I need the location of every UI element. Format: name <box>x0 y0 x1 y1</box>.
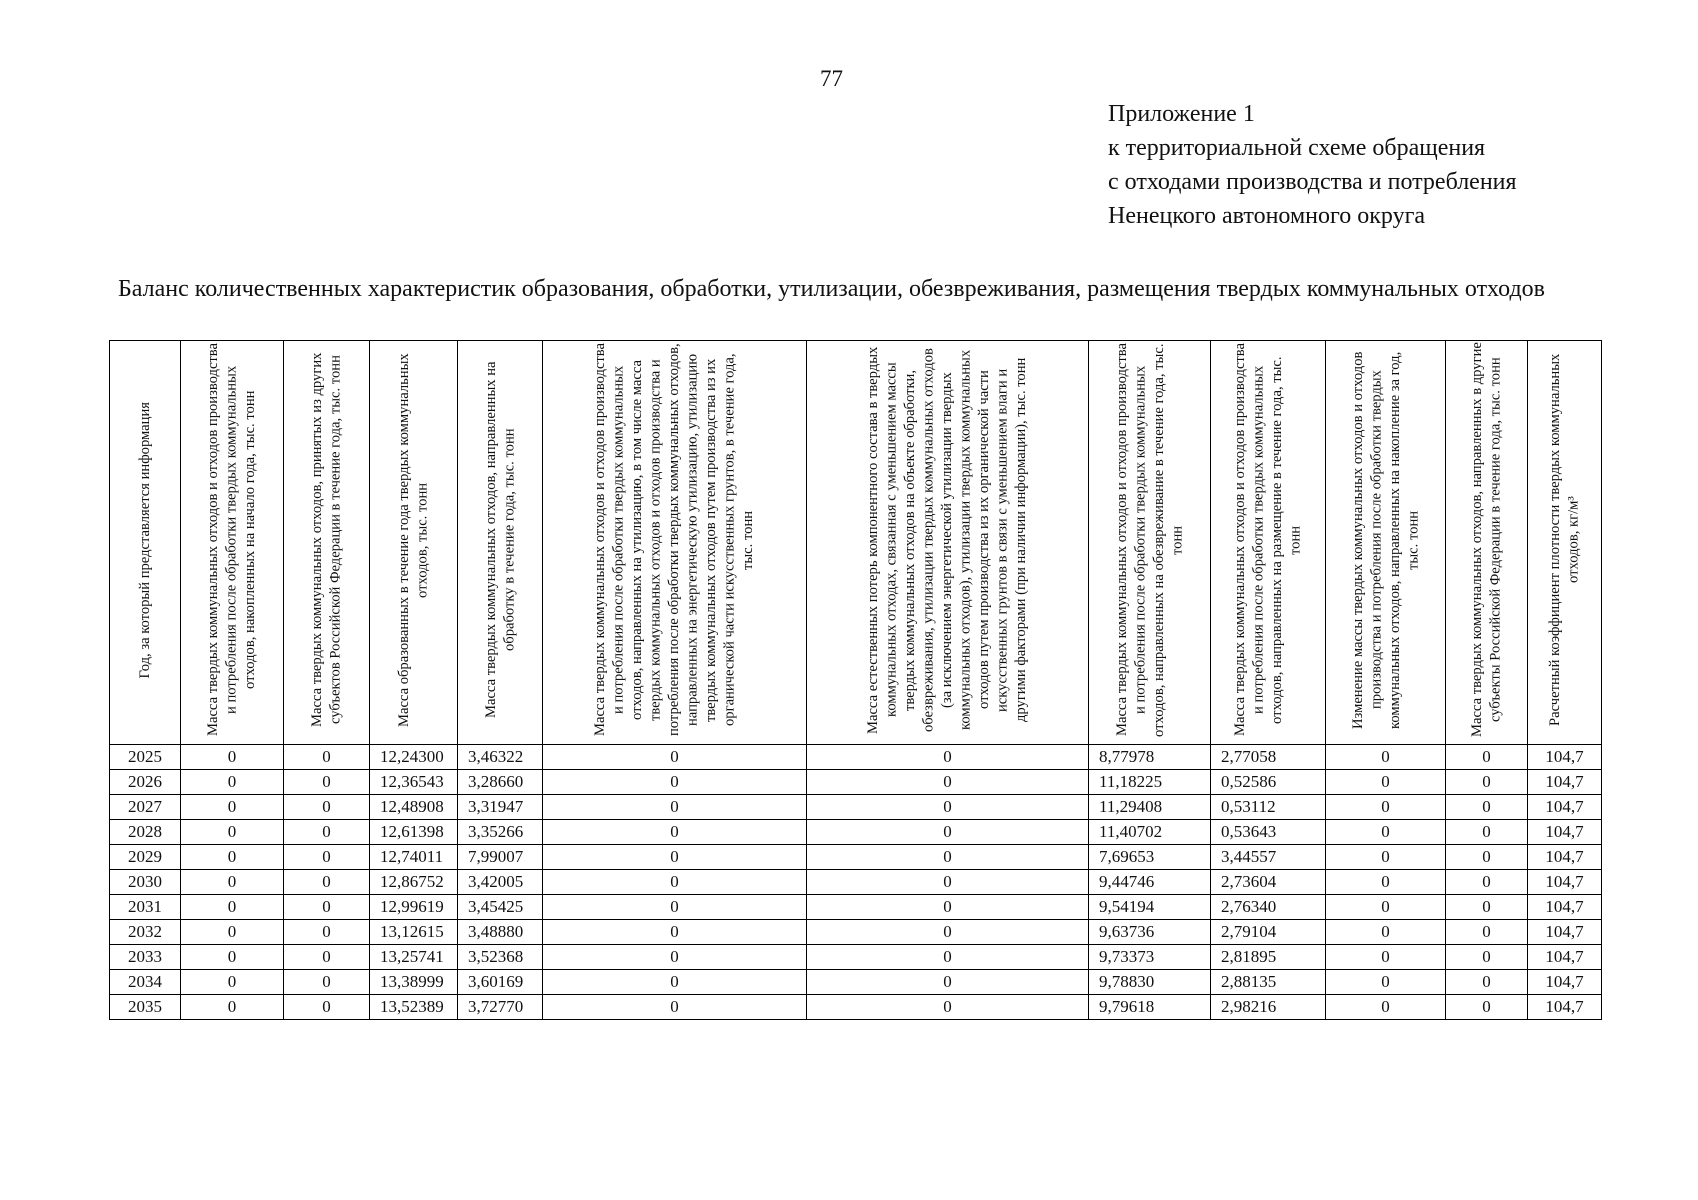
table-cell: 12,74011 <box>370 845 458 870</box>
table-cell: 0 <box>807 870 1089 895</box>
table-cell: 2,79104 <box>1211 920 1326 945</box>
table-cell: 0 <box>543 995 807 1020</box>
table-cell: 0,53643 <box>1211 820 1326 845</box>
appendix-line: Ненецкого автономного округа <box>1108 203 1426 229</box>
table-cell: 12,48908 <box>370 795 458 820</box>
table-cell: 2,77058 <box>1211 745 1326 770</box>
table-row <box>110 770 1602 795</box>
balance-table <box>109 340 1602 1020</box>
table-cell: 2,98216 <box>1211 995 1326 1020</box>
table-cell: 9,54194 <box>1089 895 1211 920</box>
table-cell: 0 <box>284 870 370 895</box>
table-cell: 0 <box>181 770 284 795</box>
table-cell: 11,18225 <box>1089 770 1211 795</box>
table-cell: 0 <box>1326 920 1446 945</box>
table-cell: 0 <box>1326 895 1446 920</box>
table-cell: 0 <box>1446 895 1528 920</box>
table-cell: 0 <box>807 820 1089 845</box>
table-cell: 3,52368 <box>458 945 543 970</box>
table-row <box>110 895 1602 920</box>
column-header: Масса твердых коммунальных отходов и отходов производства и потребления после обработки твердых коммунальных отходов, направленных на обезвреживание в течение года, тыс. тонн <box>1089 341 1211 745</box>
table-cell: 0 <box>1446 770 1528 795</box>
table-cell: 0 <box>1326 770 1446 795</box>
table-cell: 0 <box>181 895 284 920</box>
column-header: Масса образованных в течение года твердых коммунальных отходов, тыс. тонн <box>370 341 458 745</box>
table-cell: 0 <box>1326 970 1446 995</box>
table-cell: 2035 <box>110 995 181 1020</box>
table-cell: 0 <box>543 945 807 970</box>
table-cell: 9,44746 <box>1089 870 1211 895</box>
table-cell: 0 <box>1446 995 1528 1020</box>
table-cell: 12,86752 <box>370 870 458 895</box>
table-cell: 0 <box>284 895 370 920</box>
table-cell: 0 <box>543 820 807 845</box>
table-cell: 12,99619 <box>370 895 458 920</box>
table-cell: 2032 <box>110 920 181 945</box>
table-cell: 2,88135 <box>1211 970 1326 995</box>
table-cell: 3,31947 <box>458 795 543 820</box>
column-header: Расчетный коэффициент плотности твердых коммунальных отходов, кг/м³ <box>1528 341 1602 745</box>
table-cell: 3,60169 <box>458 970 543 995</box>
table-cell: 2034 <box>110 970 181 995</box>
table-cell: 0 <box>1326 995 1446 1020</box>
column-header: Масса твердых коммунальных отходов и отходов производства и потребления после обработки твердых коммунальных отходов, направленных на размещение в течение года, тыс. тонн <box>1211 341 1326 745</box>
table-cell: 3,28660 <box>458 770 543 795</box>
table-cell: 9,73373 <box>1089 945 1211 970</box>
table-cell: 0 <box>1326 745 1446 770</box>
appendix-note <box>1108 97 1517 233</box>
table-cell: 0 <box>543 870 807 895</box>
table-cell: 0 <box>807 970 1089 995</box>
table-cell: 104,7 <box>1528 995 1602 1020</box>
table-cell: 0 <box>543 895 807 920</box>
table-cell: 0 <box>284 795 370 820</box>
table-cell: 3,44557 <box>1211 845 1326 870</box>
table-cell: 11,29408 <box>1089 795 1211 820</box>
header-row <box>110 341 1602 745</box>
table-cell: 2028 <box>110 820 181 845</box>
table-cell: 0 <box>1446 845 1528 870</box>
table-cell: 13,38999 <box>370 970 458 995</box>
table-cell: 0 <box>1446 795 1528 820</box>
table-cell: 2029 <box>110 845 181 870</box>
table-cell: 0 <box>181 945 284 970</box>
table-cell: 0 <box>543 745 807 770</box>
table-cell: 3,45425 <box>458 895 543 920</box>
table-cell: 7,69653 <box>1089 845 1211 870</box>
table-cell: 0 <box>284 970 370 995</box>
table-cell: 0 <box>1446 870 1528 895</box>
table-cell: 2025 <box>110 745 181 770</box>
table-cell: 0 <box>807 995 1089 1020</box>
table-cell: 0 <box>1326 795 1446 820</box>
column-header: Масса твердых коммунальных отходов и отходов производства и потребления после обработки твердых коммунальных отходов, направленных на утилизацию, в том числе масса твердых коммунальных отходов и отходов производства и потребления после обработки твердых коммунальных отходов, направленных на энергетическую утилизацию, утилизацию твердых коммунальных отходов путем производства из их органической части искусственных грунтов, в течение года, тыс. тонн <box>543 341 807 745</box>
table-row <box>110 745 1602 770</box>
table-cell: 8,77978 <box>1089 745 1211 770</box>
table-cell: 0 <box>1446 970 1528 995</box>
table-cell: 0 <box>181 820 284 845</box>
table-cell: 0 <box>284 845 370 870</box>
table-cell: 104,7 <box>1528 820 1602 845</box>
table-cell: 0 <box>543 920 807 945</box>
table-cell: 9,78830 <box>1089 970 1211 995</box>
table-row <box>110 820 1602 845</box>
column-header: Масса твердых коммунальных отходов, направленных в другие субъекты Российской Федерации в течение года, тыс. тонн <box>1446 341 1528 745</box>
table-cell: 2030 <box>110 870 181 895</box>
table-cell: 104,7 <box>1528 770 1602 795</box>
table-cell: 0 <box>181 845 284 870</box>
table-cell: 104,7 <box>1528 870 1602 895</box>
table-cell: 0 <box>284 745 370 770</box>
table-cell: 13,12615 <box>370 920 458 945</box>
table-cell: 0 <box>543 770 807 795</box>
table-cell: 0 <box>284 920 370 945</box>
table-cell: 9,63736 <box>1089 920 1211 945</box>
table-cell: 0 <box>1326 845 1446 870</box>
table-cell: 12,24300 <box>370 745 458 770</box>
table-cell: 0 <box>807 895 1089 920</box>
table-cell: 3,35266 <box>458 820 543 845</box>
table-cell: 2,73604 <box>1211 870 1326 895</box>
column-header: Изменение массы твердых коммунальных отходов и отходов производства и потребления после обработки твердых коммунальных отходов, направленных на накопление за год, тыс. тонн <box>1326 341 1446 745</box>
table-row <box>110 845 1602 870</box>
table-row <box>110 970 1602 995</box>
table-cell: 0 <box>1446 945 1528 970</box>
table-cell: 0,52586 <box>1211 770 1326 795</box>
table-cell: 12,61398 <box>370 820 458 845</box>
table-cell: 0 <box>543 970 807 995</box>
table-row <box>110 920 1602 945</box>
table-cell: 0 <box>1326 820 1446 845</box>
table-cell: 0 <box>807 770 1089 795</box>
column-header: Масса твердых коммунальных отходов, принятых из других субъектов Российской Федерации в течение года, тыс. тонн <box>284 341 370 745</box>
table-cell: 7,99007 <box>458 845 543 870</box>
column-header: Масса твердых коммунальных отходов, направленных на обработку в течение года, тыс. тонн <box>458 341 543 745</box>
table-cell: 104,7 <box>1528 895 1602 920</box>
table-cell: 104,7 <box>1528 970 1602 995</box>
table-cell: 2033 <box>110 945 181 970</box>
table-cell: 0 <box>181 995 284 1020</box>
table-cell: 0 <box>181 745 284 770</box>
table-cell: 0 <box>1326 945 1446 970</box>
table-cell: 0 <box>807 745 1089 770</box>
table-cell: 0 <box>807 920 1089 945</box>
table-cell: 0,53112 <box>1211 795 1326 820</box>
table-cell: 0 <box>807 795 1089 820</box>
table-cell: 0 <box>1446 920 1528 945</box>
table-cell: 3,72770 <box>458 995 543 1020</box>
document-title: Баланс количественных характеристик образования, обработки, утилизации, обезвреживания, размещения твердых коммунальных отходов <box>118 276 1545 302</box>
table-cell: 0 <box>284 770 370 795</box>
column-header: Год, за который представляется информация <box>110 341 181 745</box>
table-cell: 3,42005 <box>458 870 543 895</box>
table-cell: 2,81895 <box>1211 945 1326 970</box>
table-cell: 0 <box>807 845 1089 870</box>
appendix-line: к территориальной схеме обращения <box>1108 135 1486 161</box>
table-cell: 0 <box>181 870 284 895</box>
table-cell: 3,46322 <box>458 745 543 770</box>
table-cell: 0 <box>181 920 284 945</box>
table-cell: 0 <box>543 795 807 820</box>
table-cell: 3,48880 <box>458 920 543 945</box>
table-row <box>110 870 1602 895</box>
table-cell: 13,52389 <box>370 995 458 1020</box>
table-cell: 12,36543 <box>370 770 458 795</box>
table-cell: 104,7 <box>1528 845 1602 870</box>
table-row <box>110 945 1602 970</box>
table-row <box>110 795 1602 820</box>
table-cell: 9,79618 <box>1089 995 1211 1020</box>
table-cell: 104,7 <box>1528 920 1602 945</box>
table-cell: 2,76340 <box>1211 895 1326 920</box>
table-cell: 0 <box>284 995 370 1020</box>
table-cell: 0 <box>284 945 370 970</box>
page-number: 77 <box>820 66 843 91</box>
appendix-line: с отходами производства и потребления <box>1108 169 1517 195</box>
table-cell: 0 <box>284 820 370 845</box>
table-cell: 104,7 <box>1528 745 1602 770</box>
table-cell: 0 <box>1446 820 1528 845</box>
table-cell: 2027 <box>110 795 181 820</box>
table-cell: 104,7 <box>1528 795 1602 820</box>
table-cell: 2026 <box>110 770 181 795</box>
table-cell: 0 <box>181 970 284 995</box>
table-cell: 104,7 <box>1528 945 1602 970</box>
column-header: Масса естественных потерь компонентного состава в твердых коммунальных отходах, связанная с уменьшением массы твердых коммунальных отходов на объекте обработки, обезвреживания, утилизации твердых коммунальных отходов (за исключением энергетической утилизации твердых коммунальных отходов), утилизации твердых коммунальных отходов путем производства из их органической части искусственных грунтов в связи с уменьшением влаги и другими факторами (при наличии информации), тыс. тонн <box>807 341 1089 745</box>
table-body <box>110 745 1602 1020</box>
table-cell: 0 <box>181 795 284 820</box>
table-row <box>110 995 1602 1020</box>
appendix-line: Приложение 1 <box>1108 101 1255 127</box>
table-cell: 0 <box>543 845 807 870</box>
table-cell: 0 <box>1326 870 1446 895</box>
table-cell: 2031 <box>110 895 181 920</box>
table-cell: 13,25741 <box>370 945 458 970</box>
table-cell: 11,40702 <box>1089 820 1211 845</box>
table-cell: 0 <box>807 945 1089 970</box>
column-header: Масса твердых коммунальных отходов и отходов производства и потребления после обработки твердых коммунальных отходов, накопленных на начало года, тыс. тонн <box>181 341 284 745</box>
table-cell: 0 <box>1446 745 1528 770</box>
